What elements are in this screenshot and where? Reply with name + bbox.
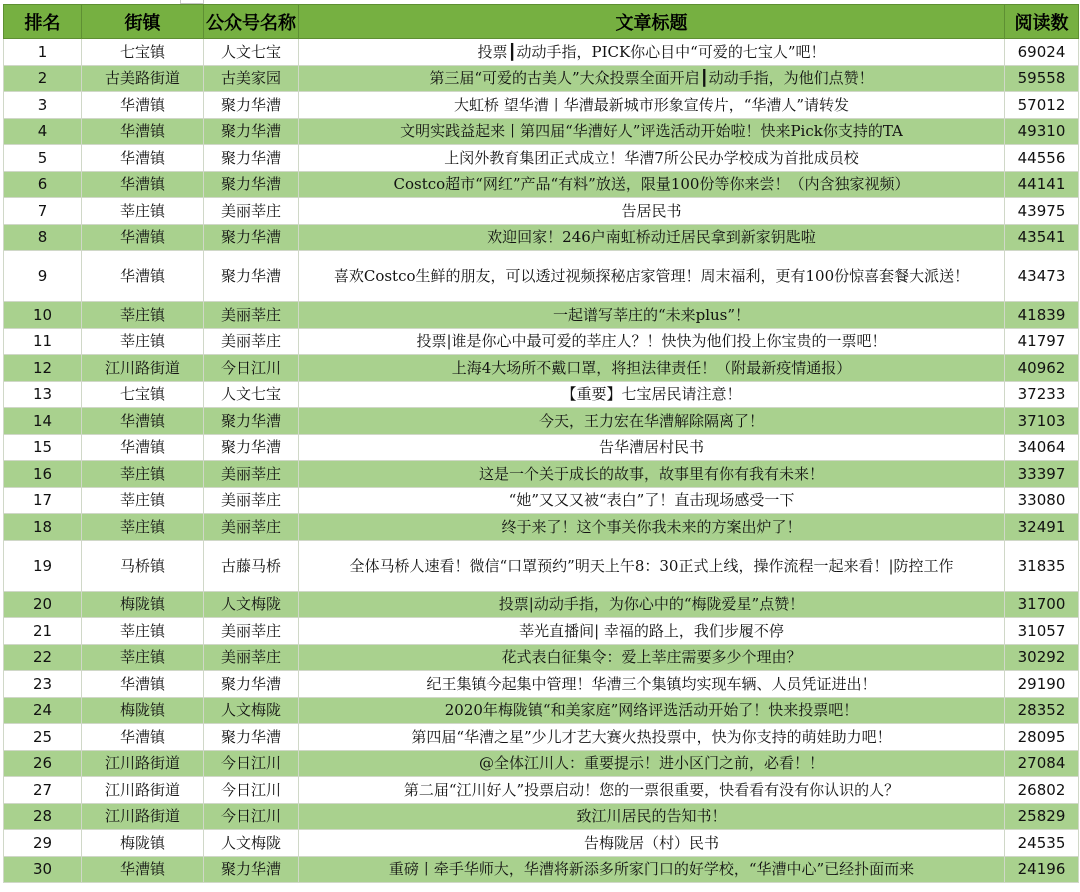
town-cell: 莘庄镇 bbox=[82, 514, 204, 541]
reads-cell: 37103 bbox=[1005, 408, 1079, 435]
account-cell: 古藤马桥 bbox=[204, 540, 299, 591]
title-cell: 莘光直播间| 幸福的路上，我们步履不停 bbox=[299, 618, 1005, 645]
town-cell: 华漕镇 bbox=[82, 145, 204, 172]
title-cell: Costco超市“网红”产品“有料”放送，限量100份等你来尝！（内含独家视频） bbox=[299, 171, 1005, 198]
table-row bbox=[4, 171, 1079, 198]
table-row bbox=[4, 856, 1079, 883]
table-row bbox=[4, 514, 1079, 541]
town-cell: 莘庄镇 bbox=[82, 644, 204, 671]
header-town: 街镇 bbox=[82, 5, 204, 39]
reads-cell: 25829 bbox=[1005, 803, 1079, 830]
table-body bbox=[4, 39, 1079, 883]
rank-cell: 20 bbox=[4, 591, 82, 618]
table-row bbox=[4, 39, 1079, 66]
table-row bbox=[4, 461, 1079, 488]
title-cell: 今天，王力宏在华漕解除隔离了！ bbox=[299, 408, 1005, 435]
town-cell: 华漕镇 bbox=[82, 408, 204, 435]
title-cell: 全体马桥人速看！微信“口罩预约”明天上午8：30正式上线，操作流程一起来看！|防控工作 bbox=[299, 540, 1005, 591]
reads-cell: 49310 bbox=[1005, 118, 1079, 145]
town-cell: 江川路街道 bbox=[82, 750, 204, 777]
table-row bbox=[4, 803, 1079, 830]
account-cell: 聚力华漕 bbox=[204, 251, 299, 302]
town-cell: 七宝镇 bbox=[82, 39, 204, 66]
town-cell: 梅陇镇 bbox=[82, 697, 204, 724]
reads-cell: 40962 bbox=[1005, 355, 1079, 382]
account-cell: 聚力华漕 bbox=[204, 856, 299, 883]
rank-cell: 23 bbox=[4, 671, 82, 698]
town-cell: 华漕镇 bbox=[82, 671, 204, 698]
table-row bbox=[4, 750, 1079, 777]
reads-cell: 43975 bbox=[1005, 198, 1079, 225]
title-cell: 投票|动动手指，为你心中的“梅陇爱星”点赞！ bbox=[299, 591, 1005, 618]
town-cell: 华漕镇 bbox=[82, 171, 204, 198]
town-cell: 梅陇镇 bbox=[82, 830, 204, 857]
table-row bbox=[4, 408, 1079, 435]
title-cell: 花式表白征集令：爱上莘庄需要多少个理由？ bbox=[299, 644, 1005, 671]
title-cell: 第二届“江川好人”投票启动！您的一票很重要，快看看有没有你认识的人？ bbox=[299, 777, 1005, 804]
table-row bbox=[4, 487, 1079, 514]
reads-cell: 31835 bbox=[1005, 540, 1079, 591]
ranking-table bbox=[3, 4, 1079, 883]
table-row bbox=[4, 65, 1079, 92]
rank-cell: 18 bbox=[4, 514, 82, 541]
rank-cell: 6 bbox=[4, 171, 82, 198]
table-row bbox=[4, 92, 1079, 119]
rank-cell: 22 bbox=[4, 644, 82, 671]
rank-cell: 29 bbox=[4, 830, 82, 857]
account-cell: 聚力华漕 bbox=[204, 171, 299, 198]
reads-cell: 29190 bbox=[1005, 671, 1079, 698]
account-cell: 美丽莘庄 bbox=[204, 618, 299, 645]
rank-cell: 8 bbox=[4, 224, 82, 251]
title-cell: 喜欢Costco生鲜的朋友，可以透过视频探秘店家管理！周末福利，更有100份惊喜套餐大派送！ bbox=[299, 251, 1005, 302]
account-cell: 今日江川 bbox=[204, 803, 299, 830]
account-cell: 今日江川 bbox=[204, 750, 299, 777]
town-cell: 华漕镇 bbox=[82, 434, 204, 461]
rank-cell: 25 bbox=[4, 724, 82, 751]
town-cell: 古美路街道 bbox=[82, 65, 204, 92]
title-cell: 投票|谁是你心中最可爱的莘庄人？！快快为他们投上你宝贵的一票吧！ bbox=[299, 328, 1005, 355]
title-cell: 【重要】七宝居民请注意！ bbox=[299, 381, 1005, 408]
rank-cell: 17 bbox=[4, 487, 82, 514]
town-cell: 莘庄镇 bbox=[82, 461, 204, 488]
title-cell: 致江川居民的告知书！ bbox=[299, 803, 1005, 830]
reads-cell: 43541 bbox=[1005, 224, 1079, 251]
town-cell: 梅陇镇 bbox=[82, 591, 204, 618]
title-cell: 纪王集镇今起集中管理！华漕三个集镇均实现车辆、人员凭证进出！ bbox=[299, 671, 1005, 698]
account-cell: 聚力华漕 bbox=[204, 118, 299, 145]
account-cell: 美丽莘庄 bbox=[204, 461, 299, 488]
header-account: 公众号名称 bbox=[204, 5, 299, 39]
reads-cell: 28095 bbox=[1005, 724, 1079, 751]
rank-cell: 9 bbox=[4, 251, 82, 302]
rank-cell: 26 bbox=[4, 750, 82, 777]
town-cell: 华漕镇 bbox=[82, 92, 204, 119]
title-cell: @全体江川人：重要提示！进小区门之前，必看！！ bbox=[299, 750, 1005, 777]
rank-cell: 7 bbox=[4, 198, 82, 225]
town-cell: 华漕镇 bbox=[82, 118, 204, 145]
reads-cell: 44141 bbox=[1005, 171, 1079, 198]
account-cell: 美丽莘庄 bbox=[204, 302, 299, 329]
rank-cell: 12 bbox=[4, 355, 82, 382]
town-cell: 莘庄镇 bbox=[82, 302, 204, 329]
reads-cell: 27084 bbox=[1005, 750, 1079, 777]
title-cell: 告华漕居村民书 bbox=[299, 434, 1005, 461]
rank-cell: 4 bbox=[4, 118, 82, 145]
table-row bbox=[4, 145, 1079, 172]
title-cell: 上闵外教育集团正式成立！华漕7所公民办学校成为首批成员校 bbox=[299, 145, 1005, 172]
table-row bbox=[4, 434, 1079, 461]
table-row bbox=[4, 618, 1079, 645]
town-cell: 江川路街道 bbox=[82, 803, 204, 830]
title-cell: 告居民书 bbox=[299, 198, 1005, 225]
town-cell: 华漕镇 bbox=[82, 724, 204, 751]
rank-cell: 2 bbox=[4, 65, 82, 92]
table-row bbox=[4, 540, 1079, 591]
account-cell: 美丽莘庄 bbox=[204, 644, 299, 671]
town-cell: 莘庄镇 bbox=[82, 328, 204, 355]
account-cell: 聚力华漕 bbox=[204, 145, 299, 172]
table-row bbox=[4, 591, 1079, 618]
town-cell: 江川路街道 bbox=[82, 777, 204, 804]
table-row bbox=[4, 198, 1079, 225]
rank-cell: 14 bbox=[4, 408, 82, 435]
title-cell: “她”又又又被“表白”了！直击现场感受一下 bbox=[299, 487, 1005, 514]
reads-cell: 26802 bbox=[1005, 777, 1079, 804]
account-cell: 聚力华漕 bbox=[204, 224, 299, 251]
table-row bbox=[4, 671, 1079, 698]
table-header-row bbox=[4, 5, 1079, 39]
rank-cell: 30 bbox=[4, 856, 82, 883]
account-cell: 今日江川 bbox=[204, 355, 299, 382]
table-row bbox=[4, 355, 1079, 382]
account-cell: 美丽莘庄 bbox=[204, 514, 299, 541]
table-row bbox=[4, 302, 1079, 329]
reads-cell: 31057 bbox=[1005, 618, 1079, 645]
rank-cell: 11 bbox=[4, 328, 82, 355]
reads-cell: 34064 bbox=[1005, 434, 1079, 461]
rank-cell: 19 bbox=[4, 540, 82, 591]
title-cell: 这是一个关于成长的故事，故事里有你有我有未来！ bbox=[299, 461, 1005, 488]
rank-cell: 3 bbox=[4, 92, 82, 119]
table-row bbox=[4, 724, 1079, 751]
title-cell: 大虹桥 望华漕丨华漕最新城市形象宣传片，“华漕人”请转发 bbox=[299, 92, 1005, 119]
reads-cell: 37233 bbox=[1005, 381, 1079, 408]
reads-cell: 24196 bbox=[1005, 856, 1079, 883]
title-cell: 上海4大场所不戴口罩，将担法律责任！（附最新疫情通报） bbox=[299, 355, 1005, 382]
account-cell: 聚力华漕 bbox=[204, 408, 299, 435]
town-cell: 莘庄镇 bbox=[82, 487, 204, 514]
account-cell: 聚力华漕 bbox=[204, 724, 299, 751]
title-cell: 一起谱写莘庄的“未来plus”！ bbox=[299, 302, 1005, 329]
account-cell: 聚力华漕 bbox=[204, 92, 299, 119]
account-cell: 古美家园 bbox=[204, 65, 299, 92]
town-cell: 莘庄镇 bbox=[82, 618, 204, 645]
reads-cell: 33080 bbox=[1005, 487, 1079, 514]
reads-cell: 69024 bbox=[1005, 39, 1079, 66]
town-cell: 江川路街道 bbox=[82, 355, 204, 382]
title-cell: 第三届“可爱的古美人”大众投票全面开启┃动动手指，为他们点赞！ bbox=[299, 65, 1005, 92]
table-row bbox=[4, 118, 1079, 145]
rank-cell: 27 bbox=[4, 777, 82, 804]
reads-cell: 57012 bbox=[1005, 92, 1079, 119]
rank-cell: 1 bbox=[4, 39, 82, 66]
town-cell: 华漕镇 bbox=[82, 856, 204, 883]
town-cell: 华漕镇 bbox=[82, 224, 204, 251]
reads-cell: 43473 bbox=[1005, 251, 1079, 302]
table-row bbox=[4, 224, 1079, 251]
title-cell: 文明实践益起来丨第四届“华漕好人”评选活动开始啦！快来Pick你支持的TA bbox=[299, 118, 1005, 145]
reads-cell: 24535 bbox=[1005, 830, 1079, 857]
town-cell: 七宝镇 bbox=[82, 381, 204, 408]
rank-cell: 5 bbox=[4, 145, 82, 172]
account-cell: 人文梅陇 bbox=[204, 591, 299, 618]
account-cell: 美丽莘庄 bbox=[204, 487, 299, 514]
table-row bbox=[4, 328, 1079, 355]
account-cell: 人文梅陇 bbox=[204, 830, 299, 857]
rank-cell: 15 bbox=[4, 434, 82, 461]
table-row bbox=[4, 697, 1079, 724]
reads-cell: 59558 bbox=[1005, 65, 1079, 92]
reads-cell: 31700 bbox=[1005, 591, 1079, 618]
title-cell: 第四届“华漕之星”少儿才艺大赛火热投票中，快为你支持的萌娃助力吧！ bbox=[299, 724, 1005, 751]
account-cell: 美丽莘庄 bbox=[204, 198, 299, 225]
reads-cell: 41797 bbox=[1005, 328, 1079, 355]
table-row bbox=[4, 777, 1079, 804]
title-cell: 2020年梅陇镇“和美家庭”网络评选活动开始了！快来投票吧！ bbox=[299, 697, 1005, 724]
title-cell: 终于来了！这个事关你我未来的方案出炉了！ bbox=[299, 514, 1005, 541]
reads-cell: 33397 bbox=[1005, 461, 1079, 488]
title-cell: 投票┃动动手指，PICK你心目中“可爱的七宝人”吧！ bbox=[299, 39, 1005, 66]
town-cell: 马桥镇 bbox=[82, 540, 204, 591]
rank-cell: 10 bbox=[4, 302, 82, 329]
header-reads: 阅读数 bbox=[1005, 5, 1079, 39]
account-cell: 聚力华漕 bbox=[204, 671, 299, 698]
town-cell: 华漕镇 bbox=[82, 251, 204, 302]
table-row bbox=[4, 381, 1079, 408]
account-cell: 人文七宝 bbox=[204, 381, 299, 408]
account-cell: 今日江川 bbox=[204, 777, 299, 804]
rank-cell: 21 bbox=[4, 618, 82, 645]
account-cell: 美丽莘庄 bbox=[204, 328, 299, 355]
header-title: 文章标题 bbox=[299, 5, 1005, 39]
rank-cell: 24 bbox=[4, 697, 82, 724]
account-cell: 聚力华漕 bbox=[204, 434, 299, 461]
title-cell: 欢迎回家！246户南虹桥动迁居民拿到新家钥匙啦 bbox=[299, 224, 1005, 251]
reads-cell: 28352 bbox=[1005, 697, 1079, 724]
reads-cell: 32491 bbox=[1005, 514, 1079, 541]
account-cell: 人文七宝 bbox=[204, 39, 299, 66]
table-row bbox=[4, 830, 1079, 857]
town-cell: 莘庄镇 bbox=[82, 198, 204, 225]
reads-cell: 41839 bbox=[1005, 302, 1079, 329]
rank-cell: 28 bbox=[4, 803, 82, 830]
rank-cell: 16 bbox=[4, 461, 82, 488]
rank-cell: 13 bbox=[4, 381, 82, 408]
reads-cell: 30292 bbox=[1005, 644, 1079, 671]
table-row bbox=[4, 644, 1079, 671]
account-cell: 人文梅陇 bbox=[204, 697, 299, 724]
reads-cell: 44556 bbox=[1005, 145, 1079, 172]
title-cell: 重磅丨牵手华师大，华漕将新添多所家门口的好学校，“华漕中心”已经扑面而来 bbox=[299, 856, 1005, 883]
table-row bbox=[4, 251, 1079, 302]
title-cell: 告梅陇居（村）民书 bbox=[299, 830, 1005, 857]
header-rank: 排名 bbox=[4, 5, 82, 39]
